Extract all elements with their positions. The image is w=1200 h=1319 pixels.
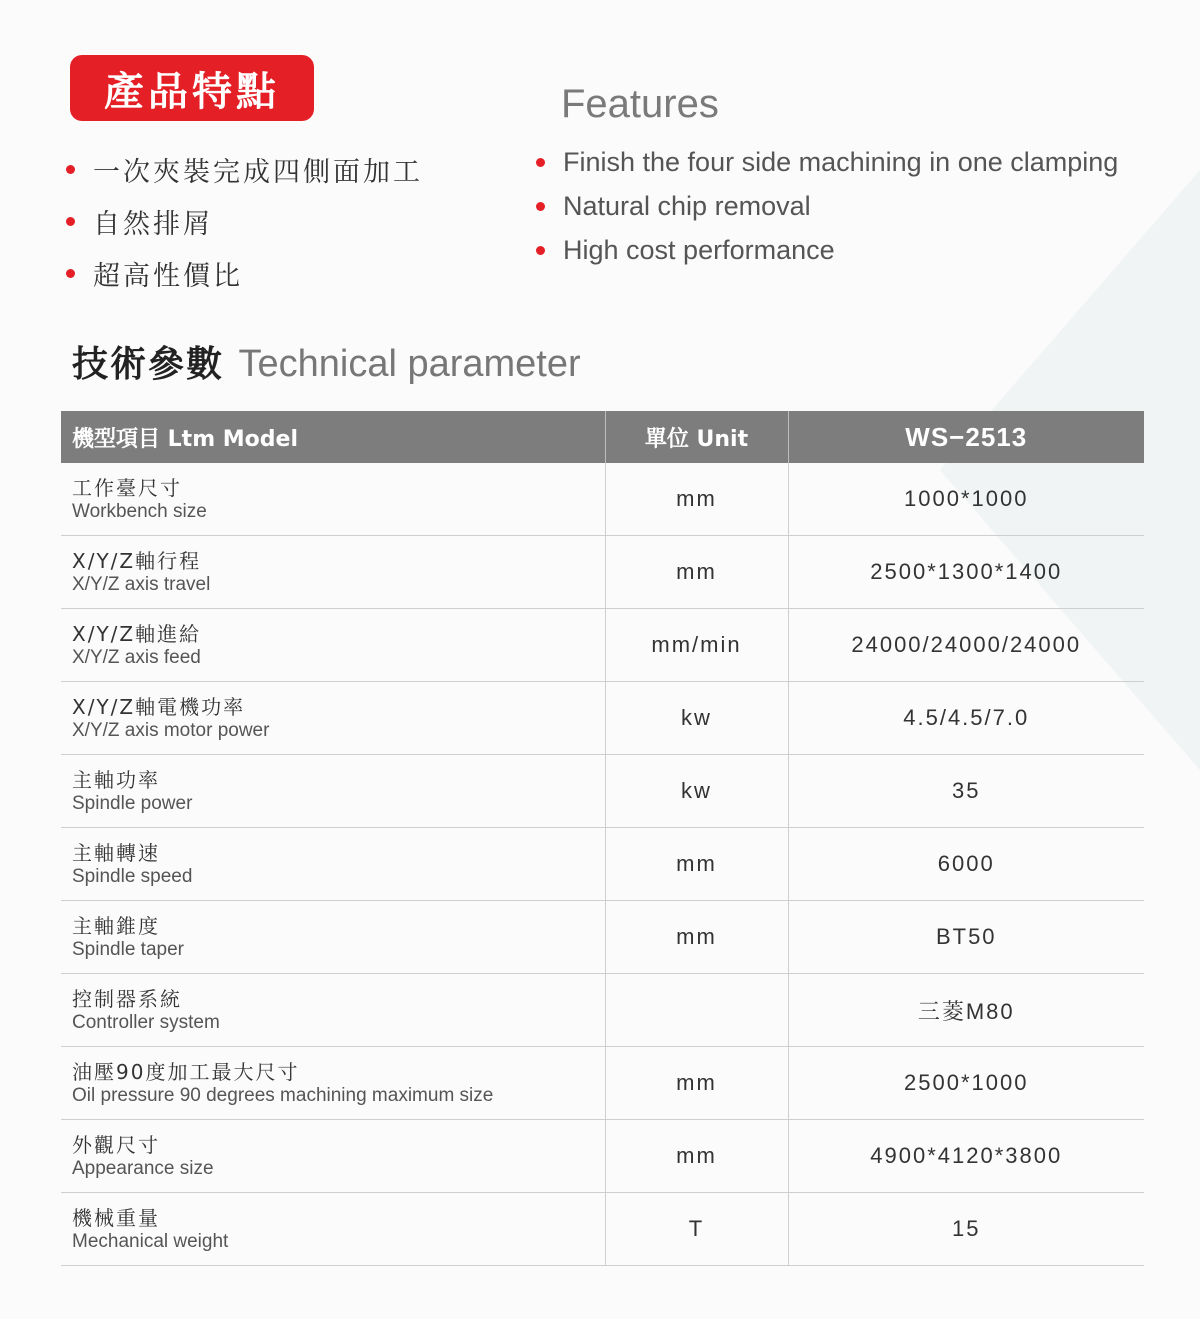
feature-item-en: High cost performance <box>536 228 1118 272</box>
feature-item-en: Finish the four side machining in one clamping <box>536 140 1118 184</box>
table-row <box>61 682 1144 755</box>
param-unit: mm <box>605 828 788 901</box>
table-row <box>61 1047 1144 1120</box>
features-badge <box>70 55 314 121</box>
tech-params-title <box>72 336 581 387</box>
param-name: 機械重量 Mechanical weight <box>61 1193 605 1266</box>
param-unit: kw <box>605 682 788 755</box>
param-value: 4.5/4.5/7.0 <box>788 682 1144 755</box>
table-row <box>61 755 1144 828</box>
table-row <box>61 463 1144 536</box>
param-unit: mm <box>605 1120 788 1193</box>
features-list-en <box>536 140 1118 272</box>
param-unit <box>605 974 788 1047</box>
table-header-row <box>61 411 1144 463</box>
table-row <box>61 609 1144 682</box>
bullet-dot-icon <box>66 269 75 278</box>
bullet-dot-icon <box>536 202 545 211</box>
param-unit: mm <box>605 536 788 609</box>
bullet-dot-icon <box>66 165 75 174</box>
param-value: 2500*1000 <box>788 1047 1144 1120</box>
param-value: 35 <box>788 755 1144 828</box>
param-value: 24000/24000/24000 <box>788 609 1144 682</box>
bullet-dot-icon <box>536 246 545 255</box>
table-row <box>61 536 1144 609</box>
param-unit: T <box>605 1193 788 1266</box>
spec-table <box>61 411 1144 1266</box>
header-model-code: WS−2513 <box>788 411 1144 463</box>
tech-title-zh: 技術參數 <box>72 344 225 385</box>
table-row <box>61 1120 1144 1193</box>
param-name: X/Y/Z軸行程 X/Y/Z axis travel <box>61 536 605 609</box>
features-badge-label: 產品特點 <box>104 68 280 115</box>
feature-item-zh: 一次夾裝完成四側面加工 <box>66 143 423 195</box>
features-list-zh <box>66 143 423 299</box>
param-value: 三菱M80 <box>788 974 1144 1047</box>
param-name: X/Y/Z軸電機功率 X/Y/Z axis motor power <box>61 682 605 755</box>
param-name: 主軸錐度 Spindle taper <box>61 901 605 974</box>
param-value: BT50 <box>788 901 1144 974</box>
param-unit: mm/min <box>605 609 788 682</box>
param-name: X/Y/Z軸進給 X/Y/Z axis feed <box>61 609 605 682</box>
bullet-dot-icon <box>66 217 75 226</box>
param-value: 6000 <box>788 828 1144 901</box>
param-unit: kw <box>605 755 788 828</box>
param-name: 工作臺尺寸 Workbench size <box>61 463 605 536</box>
param-value: 4900*4120*3800 <box>788 1120 1144 1193</box>
param-name: 控制器系統 Controller system <box>61 974 605 1047</box>
param-unit: mm <box>605 1047 788 1120</box>
table-row <box>61 901 1144 974</box>
header-unit: 單位 Unit <box>605 411 788 463</box>
param-name: 外觀尺寸 Appearance size <box>61 1120 605 1193</box>
features-title-en: Features <box>561 82 719 126</box>
table-row <box>61 828 1144 901</box>
tech-title-en: Technical parameter <box>238 343 581 385</box>
feature-item-en: Natural chip removal <box>536 184 1118 228</box>
feature-item-zh: 超高性價比 <box>66 247 423 299</box>
param-value: 15 <box>788 1193 1144 1266</box>
table-row <box>61 974 1144 1047</box>
param-unit: mm <box>605 463 788 536</box>
header-model: 機型項目 Ltm Model <box>61 411 605 463</box>
param-name: 主軸功率 Spindle power <box>61 755 605 828</box>
feature-item-zh: 自然排屑 <box>66 195 423 247</box>
param-value: 1000*1000 <box>788 463 1144 536</box>
param-value: 2500*1300*1400 <box>788 536 1144 609</box>
bullet-dot-icon <box>536 158 545 167</box>
param-name: 油壓90度加工最大尺寸 Oil pressure 90 degrees machining maximum size <box>61 1047 605 1120</box>
param-name: 主軸轉速 Spindle speed <box>61 828 605 901</box>
param-unit: mm <box>605 901 788 974</box>
table-row <box>61 1193 1144 1266</box>
